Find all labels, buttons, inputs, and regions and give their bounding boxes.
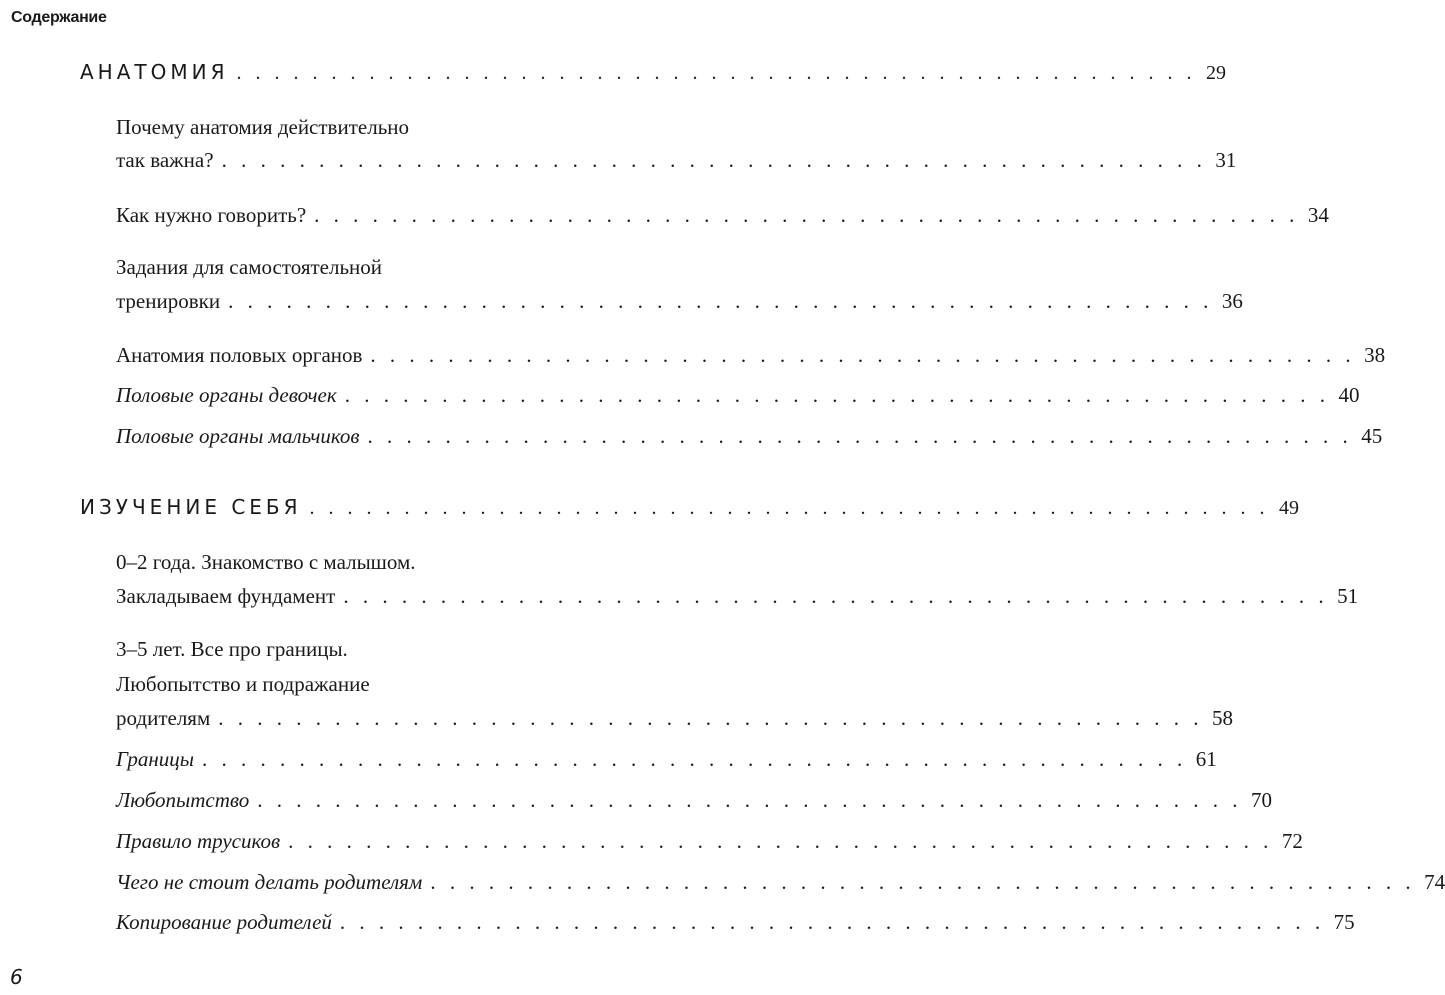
toc-entry-label: Правило трусиков xyxy=(116,829,281,853)
toc-entry-line: Любопытство и подражание xyxy=(116,672,370,696)
toc-entry-label: Копирование родителей xyxy=(116,910,332,934)
toc-entry[interactable] xyxy=(116,203,1329,228)
toc-entry-page: 61 xyxy=(1195,747,1217,771)
toc-subentry[interactable] xyxy=(116,788,1272,813)
toc-entry-label: родителям xyxy=(116,706,211,730)
toc-entry-page: 40 xyxy=(1338,383,1360,407)
running-header: Содержание xyxy=(11,9,107,26)
toc-entry-label: Как нужно говорить? xyxy=(116,203,307,227)
toc-entry-label: Чего не стоит делать родителям xyxy=(116,870,423,894)
page-number: 6 xyxy=(10,965,23,989)
dot-leader: . . . . . . . . . . . . . . . . . . . . . . . . . . . . . . . . . . . . . . . . . . . . . . . . . . . xyxy=(367,424,1353,448)
toc-entry-page: 31 xyxy=(1215,148,1237,172)
dot-leader: . . . . . . . . . . . . . . . . . . . . . . . . . . . . . . . . . . . . . . . . . . . . . . . . . . . xyxy=(288,829,1273,853)
toc-chapter-anatomy[interactable] xyxy=(80,60,1226,85)
dot-leader: . . . . . . . . . . . . . . . . . . . . . . . . . . . . . . . . . . . . . . . . . . . . . . . . . . . xyxy=(228,289,1213,313)
toc-entry-label: Границы xyxy=(116,747,195,771)
toc-entry-line: Задания для самостоятельной xyxy=(116,255,383,279)
dot-leader: . . . . . . . . . . . . . . . . . . . . . . . . . . . . . . . . . . . . . . . . . . . . . . . . . . . xyxy=(309,497,1270,519)
chapter-page: 49 xyxy=(1279,497,1300,519)
dot-leader: . . . . . . . . . . . . . . . . . . . . . . . . . . . . . . . . . . . . . . . . . . . . . . . . . . . xyxy=(221,148,1207,172)
dot-leader: . . . . . . . . . . . . . . . . . . . . . . . . . . . . . . . . . . . . . . . . . . . . . . . . . . . xyxy=(236,62,1196,84)
chapter-title: ИЗУЧЕНИЕ СЕБЯ xyxy=(80,495,302,519)
toc-entry-line: 3–5 лет. Все про границы. xyxy=(116,637,348,661)
toc-entry-page: 72 xyxy=(1281,829,1303,853)
toc-entry-page: 36 xyxy=(1221,289,1243,313)
toc-entry-page: 75 xyxy=(1333,910,1355,934)
toc-subentry[interactable] xyxy=(116,910,1355,935)
toc-entry-line: Почему анатомия действительно xyxy=(116,115,410,139)
toc-entry-label: Половые органы мальчиков xyxy=(116,424,360,448)
dot-leader: . . . . . . . . . . . . . . . . . . . . . . . . . . . . . . . . . . . . . . . . . . . . . . . . . . . xyxy=(218,706,1203,730)
toc-entry-label: Анатомия половых органов xyxy=(116,343,363,367)
toc-entry-page: 38 xyxy=(1364,343,1386,367)
toc-entry-page: 74 xyxy=(1424,870,1445,894)
toc-entry-label: Закладываем фундамент xyxy=(116,584,336,608)
toc-subentry[interactable] xyxy=(116,829,1303,854)
dot-leader: . . . . . . . . . . . . . . . . . . . . . . . . . . . . . . . . . . . . . . . . . . . . . . . . . . . xyxy=(257,788,1242,812)
dot-leader: . . . . . . . . . . . . . . . . . . . . . . . . . . . . . . . . . . . . . . . . . . . . . . . . . . . xyxy=(339,910,1325,934)
dot-leader: . . . . . . . . . . . . . . . . . . . . . . . . . . . . . . . . . . . . . . . . . . . . . . . . . . . xyxy=(343,584,1329,608)
toc-entry-page: 45 xyxy=(1361,424,1383,448)
dot-leader: . . . . . . . . . . . . . . . . . . . . . . . . . . . . . . . . . . . . . . . . . . . . . . . . . . . xyxy=(314,203,1299,227)
toc-entry[interactable] xyxy=(116,289,1243,314)
toc-entry-label: так важна? xyxy=(116,148,214,172)
toc-entry[interactable] xyxy=(116,343,1386,368)
dot-leader: . . . . . . . . . . . . . . . . . . . . . . . . . . . . . . . . . . . . . . . . . . . . . . . . . . . xyxy=(344,383,1330,407)
toc-entry-line: 0–2 года. Знакомство с малышом. xyxy=(116,550,416,574)
toc-entry-label: тренировки xyxy=(116,289,221,313)
chapter-page: 29 xyxy=(1205,62,1226,84)
toc-entry-page: 70 xyxy=(1251,788,1272,812)
toc-chapter-self-study[interactable] xyxy=(80,495,1300,520)
toc-entry-page: 58 xyxy=(1212,706,1233,730)
toc-subentry[interactable] xyxy=(116,424,1383,449)
dot-leader: . . . . . . . . . . . . . . . . . . . . . . . . . . . . . . . . . . . . . . . . . . . . . . . . . . . xyxy=(202,747,1187,771)
toc-entry-label: Любопытство xyxy=(116,788,250,812)
dot-leader: . . . . . . . . . . . . . . . . . . . . . . . . . . . . . . . . . . . . . . . . . . . . . . . . . . . xyxy=(430,870,1416,894)
toc-entry-page: 51 xyxy=(1337,584,1359,608)
toc-subentry[interactable] xyxy=(116,747,1217,772)
toc-entry[interactable] xyxy=(116,148,1237,173)
toc-entry[interactable] xyxy=(116,706,1233,731)
dot-leader: . . . . . . . . . . . . . . . . . . . . . . . . . . . . . . . . . . . . . . . . . . . . . . . . . . . xyxy=(370,343,1356,367)
chapter-title: АНАТОМИЯ xyxy=(80,60,229,84)
toc-entry-page: 34 xyxy=(1307,203,1329,227)
toc-entry-label: Половые органы девочек xyxy=(116,383,337,407)
toc-subentry[interactable] xyxy=(116,383,1360,408)
toc-subentry[interactable] xyxy=(116,870,1445,895)
toc-entry[interactable] xyxy=(116,584,1359,609)
